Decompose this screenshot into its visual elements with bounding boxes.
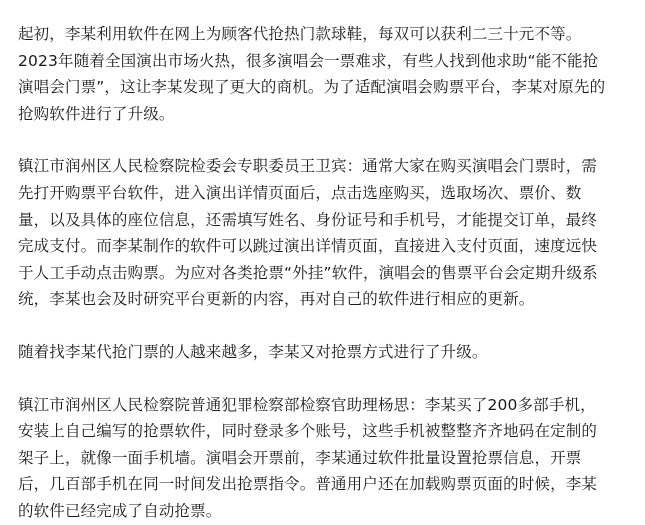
- paragraph-spacer: [18, 313, 628, 339]
- text-line: 演唱会门票”，这让李某发现了更大的商机。为了适配演唱会购票平台，李某对原先的: [18, 78, 606, 97]
- text-line: 于人工手动点击购票。为应对各类抢票“外挂”软件，演唱会的售票平台会定期升级系: [18, 263, 598, 282]
- paragraph-quote-wang: [18, 153, 628, 313]
- text-line: 量，以及具体的座位信息，还需填写姓名、身份证号和手机号，才能提交订单，最终: [18, 210, 598, 229]
- text-line: 架子上，就像一面手机墙。演唱会开票前，李某通过软件批量设置抢票信息，开票: [18, 448, 582, 467]
- paragraph-quote-yang: [18, 392, 628, 525]
- text-line: 完成支付。而李某制作的软件可以跳过演出详情页面，直接进入支付页面，速度远快: [18, 237, 598, 256]
- text-line: 随着找李某代抢门票的人越来越多，李某又对抢票方式进行了升级。: [18, 342, 488, 361]
- text-line: 安装上自己编写的抢票软件，同时登录多个账号，这些手机被整整齐齐地码在定制的: [18, 422, 598, 441]
- text-line: 的软件已经完成了自动抢票。: [18, 501, 222, 520]
- text-line: 镇江市润州区人民检察院检委会专职委员王卫宾：通常大家在购买演唱会门票时，需: [18, 157, 598, 176]
- text-line: 统，李某也会及时研究平台更新的内容，再对自己的软件进行相应的更新。: [18, 290, 535, 309]
- text-line: 2023年随着全国演出市场火热，很多演唱会一票难求，有些人找到他求助“能不能抢: [18, 51, 599, 70]
- article-body: [18, 21, 628, 525]
- paragraph-upgrade: [18, 339, 628, 366]
- paragraph-spacer: [18, 366, 628, 392]
- text-line: 抢购软件进行了升级。: [18, 104, 175, 123]
- text-line: 先打开购票平台软件，进入演出详情页面后，点击选座购买，选取场次、票价、数: [18, 183, 582, 202]
- paragraph-spacer: [18, 127, 628, 153]
- paragraph-origin: [18, 21, 628, 127]
- text-line: 后，几百部手机在同一时间发出抢票指令。普通用户还在加载购票页面的时候，李某: [18, 475, 598, 494]
- text-line: 镇江市润州区人民检察院普通犯罪检察部检察官助理杨思：李某买了200多部手机，: [18, 395, 596, 414]
- text-line: 起初，李某利用软件在网上为顾客代抢热门款球鞋，每双可以获利二三十元不等。: [18, 25, 582, 43]
